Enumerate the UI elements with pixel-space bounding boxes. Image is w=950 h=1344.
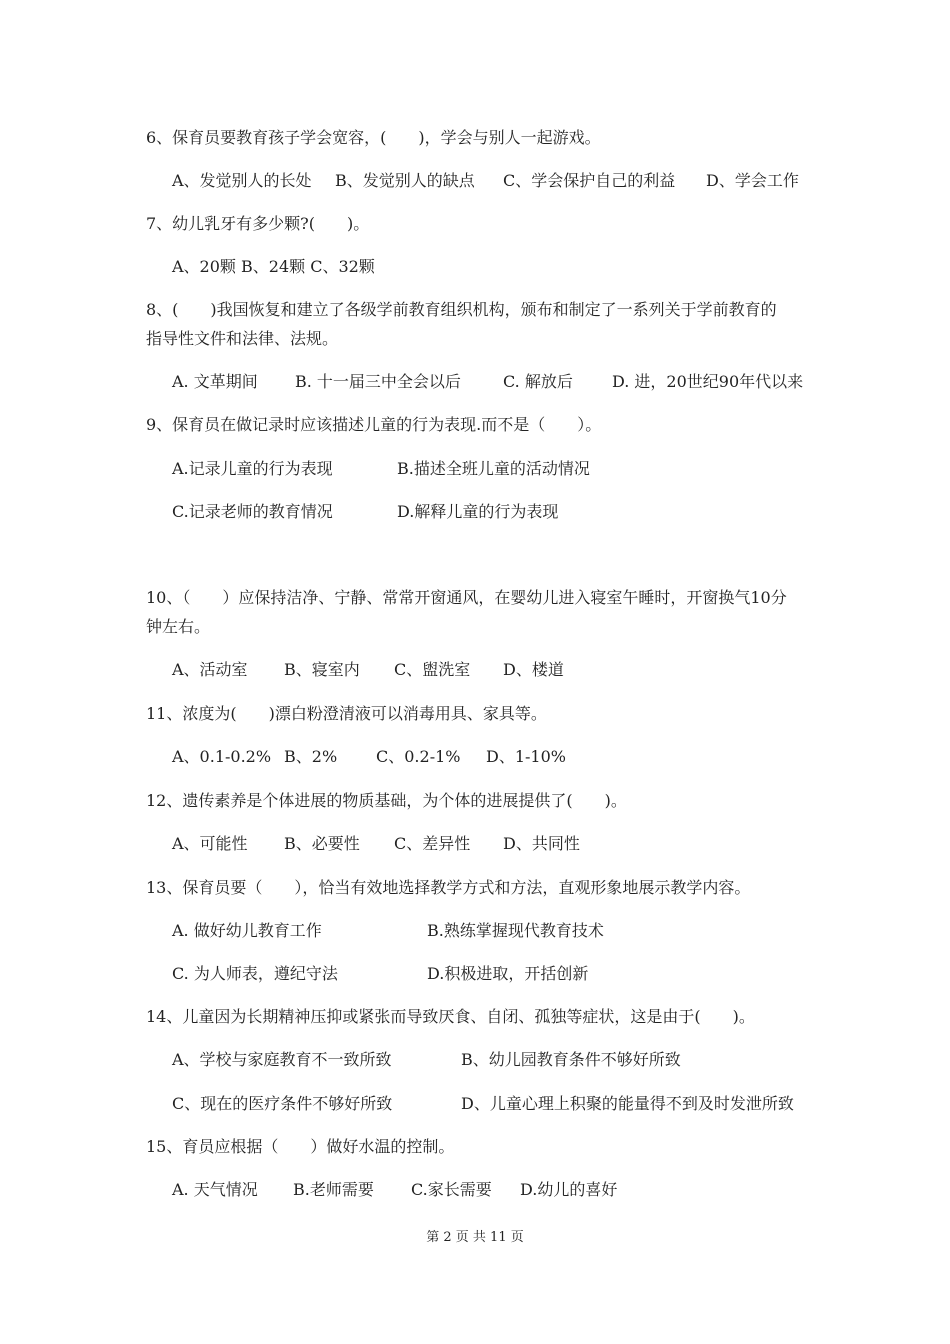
question-9-text: 9、保育员在做记录时应该描述儿童的行为表现.而不是（ ）。 bbox=[146, 415, 602, 434]
question-13-option-b: B.熟练掌握现代教育技术 bbox=[427, 921, 604, 940]
question-13-text: 13、保育员要（ ），恰当有效地选择教学方式和方法，直观形象地展示教学内容。 bbox=[146, 878, 751, 897]
question-8-text-line-2: 指导性文件和法律、法规。 bbox=[146, 329, 339, 348]
question-15-option-b: B.老师需要 bbox=[293, 1180, 374, 1199]
question-6-option-c: C、学会保护自己的利益 bbox=[503, 171, 676, 190]
question-10-option-c: C、盥洗室 bbox=[394, 660, 471, 679]
page-number-footer: 第 2 页 共 11 页 bbox=[426, 1230, 524, 1245]
question-11-option-d: D、1-10% bbox=[486, 747, 566, 766]
question-10-option-d: D、楼道 bbox=[503, 660, 564, 679]
question-10-text-line-1: 10、（ ）应保持洁净、宁静、常常开窗通风，在婴幼儿进入寝室午睡时，开窗换气10分 bbox=[146, 588, 787, 607]
question-7-options: A、20颗 B、24颗 C、32颗 bbox=[172, 257, 375, 276]
question-14-option-a: A、学校与家庭教育不一致所致 bbox=[172, 1050, 392, 1069]
question-10-option-a: A、活动室 bbox=[172, 660, 248, 679]
question-13-option-a: A. 做好幼儿教育工作 bbox=[172, 921, 322, 940]
question-8-option-b: B. 十一届三中全会以后 bbox=[295, 372, 461, 391]
question-12-option-a: A、可能性 bbox=[172, 834, 248, 853]
question-15-option-c: C.家长需要 bbox=[411, 1180, 492, 1199]
question-12-text: 12、遗传素养是个体进展的物质基础，为个体的进展提供了( )。 bbox=[146, 791, 627, 810]
question-7-text: 7、幼儿乳牙有多少颗?( )。 bbox=[146, 214, 370, 233]
question-14-option-d: D、儿童心理上积聚的能量得不到及时发泄所致 bbox=[461, 1094, 794, 1113]
question-9-option-b: B.描述全班儿童的活动情况 bbox=[397, 459, 590, 478]
question-9-option-c: C.记录老师的教育情况 bbox=[172, 502, 333, 521]
question-11-option-a: A、0.1-0.2% bbox=[172, 747, 272, 766]
question-13-option-d: D.积极进取，开括创新 bbox=[427, 964, 589, 983]
question-6-option-d: D、学会工作 bbox=[706, 171, 799, 190]
question-8-option-d: D. 进，20世纪90年代以来 bbox=[612, 372, 804, 391]
question-12-option-c: C、差异性 bbox=[394, 834, 471, 853]
question-15-option-a: A. 天气情况 bbox=[172, 1180, 258, 1199]
question-8-option-c: C. 解放后 bbox=[503, 372, 573, 391]
question-11-text: 11、浓度为( )漂白粉澄清液可以消毒用具、家具等。 bbox=[146, 704, 547, 723]
question-10-option-b: B、寝室内 bbox=[284, 660, 360, 679]
question-8-text-line-1: 8、( )我国恢复和建立了各级学前教育组织机构，颁布和制定了一系列关于学前教育的 bbox=[146, 300, 777, 319]
question-9-option-a: A.记录儿童的行为表现 bbox=[172, 459, 333, 478]
question-13-option-c: C. 为人师表，遵纪守法 bbox=[172, 964, 338, 983]
question-14-option-b: B、幼儿园教育条件不够好所致 bbox=[461, 1050, 681, 1069]
question-6-option-b: B、发觉别人的缺点 bbox=[335, 171, 475, 190]
question-8-option-a: A. 文革期间 bbox=[172, 372, 258, 391]
question-11-option-c: C、0.2-1% bbox=[376, 747, 461, 766]
question-10-text-line-2: 钟左右。 bbox=[146, 617, 211, 636]
question-12-option-b: B、必要性 bbox=[284, 834, 360, 853]
question-11-option-b: B、2% bbox=[284, 747, 338, 766]
question-6-option-a: A、发觉别人的长处 bbox=[172, 171, 312, 190]
question-15-text: 15、育员应根据（ ）做好水温的控制。 bbox=[146, 1137, 455, 1156]
question-14-text: 14、儿童因为长期精神压抑或紧张而导致厌食、自闭、孤独等症状，这是由于( )。 bbox=[146, 1007, 755, 1026]
question-9-option-d: D.解释儿童的行为表现 bbox=[397, 502, 559, 521]
question-14-option-c: C、现在的医疗条件不够好所致 bbox=[172, 1094, 393, 1113]
question-12-option-d: D、共同性 bbox=[503, 834, 580, 853]
question-6-text: 6、保育员要教育孩子学会宽容，( )，学会与别人一起游戏。 bbox=[146, 128, 601, 147]
question-15-option-d: D.幼儿的喜好 bbox=[520, 1180, 618, 1199]
